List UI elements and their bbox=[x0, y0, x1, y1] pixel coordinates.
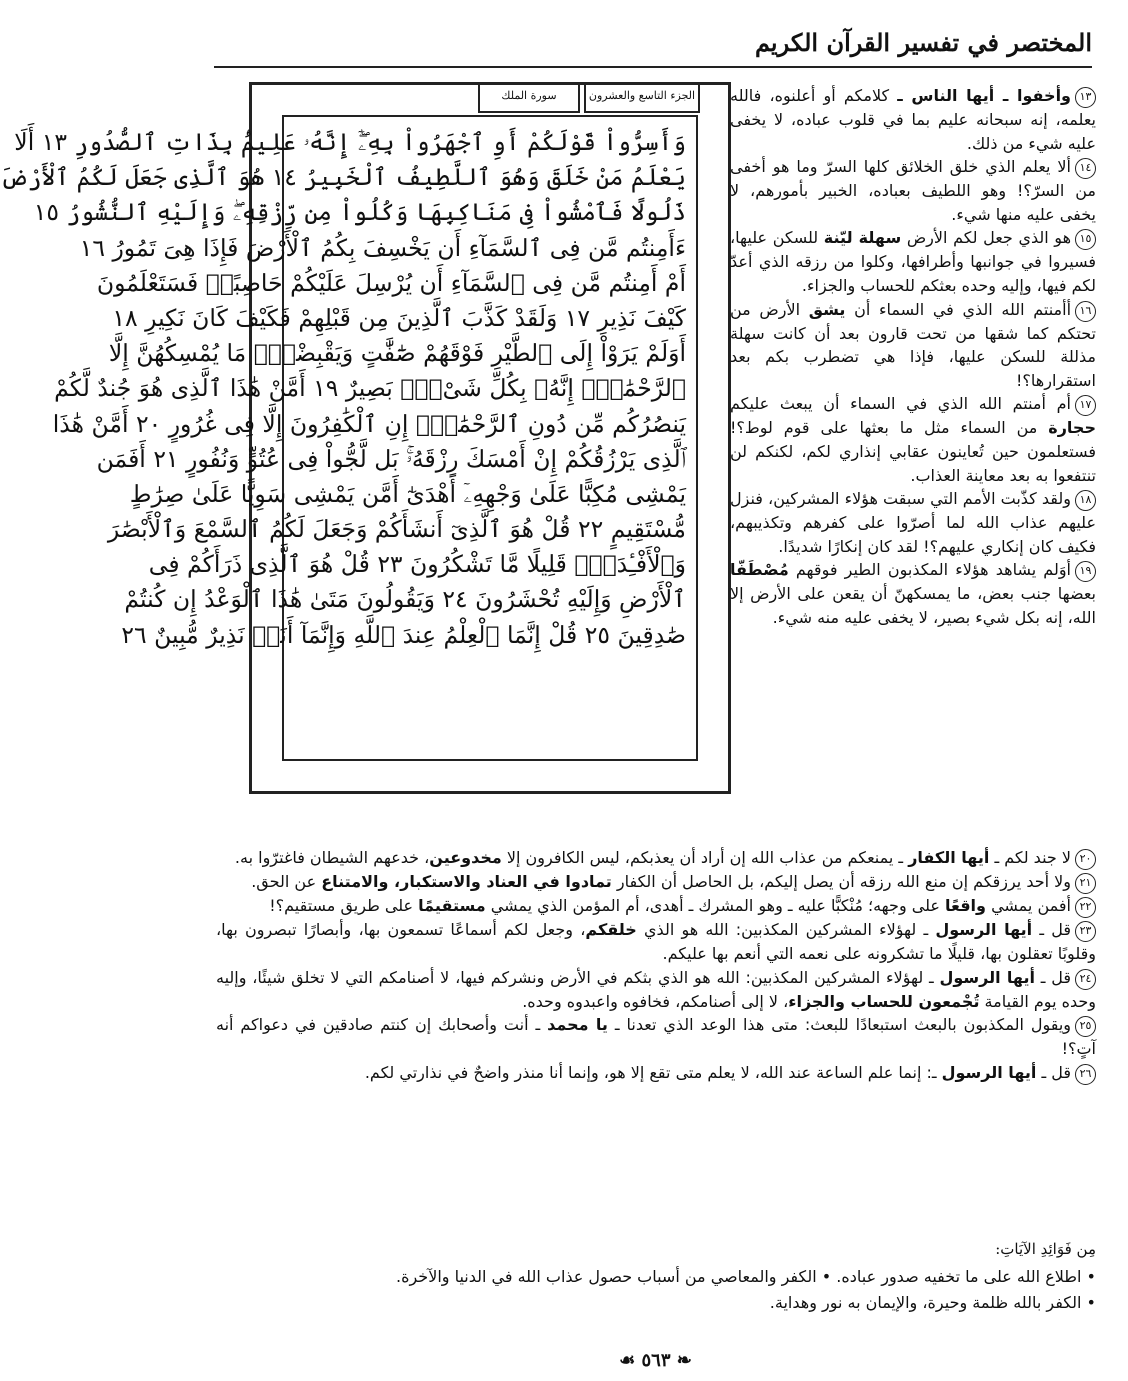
page-number-text: ٥٦٣ bbox=[641, 1350, 671, 1371]
tafsir-paragraph bbox=[216, 918, 1096, 966]
tafsir-text: ألا يعلم الذي خلق الخلائق كلها السرّ وما هو أخفى من السرّ؟! وهو اللطيف بعباده، الخبير بأمورهم، لا يخفى عليه منها شيء. bbox=[730, 157, 1096, 224]
tafsir-paragraph bbox=[730, 487, 1096, 558]
tafsir-text: ولقد كذّبت الأمم التي سبقت هؤلاء المشركين، فنزل عليهم عذاب الله لما أصرّوا على كفرهم وتكذيبهم، فكيف كان إنكاري عليهم؟! لقد كان إنكارًا شديدًا. bbox=[730, 489, 1096, 556]
tafsir-text: خلقكم bbox=[585, 920, 637, 939]
tafsir-text: أفمن يمشي bbox=[985, 896, 1071, 915]
tafsir-text: ـ أنت وأصحابك إن كنتم صادقين في دعواكم أنه آتٍ؟! bbox=[216, 1015, 1096, 1059]
tafsir-text: هو الذي جعل لكم الأرض bbox=[901, 228, 1072, 248]
quran-text-box bbox=[0, 82, 731, 794]
quran-line: أَمْ أَمِنتُم مَّن فِى ٱلسَّمَآءِ أَن يُرْسِلَ عَلَيْكُمْ حَاصِبًاۖ فَسَتَعْلَمُونَ bbox=[96, 268, 686, 297]
tafsir-paragraph bbox=[730, 155, 1096, 226]
tafsir-text: قل ـ bbox=[1032, 920, 1072, 939]
tafsir-text: بعضها جنب بعض، ما يمسكهنّ أن يقعن على الأرض إلا الله، إنه بكل شيء بصير، لا يخفى عليه منه شيء. bbox=[730, 584, 1096, 627]
tafsir-paragraph bbox=[730, 298, 1096, 393]
quran-line: ذَلُولًا فَٱمْشُواْ فِى مَنَاكِبِهَا وَكُلُواْ مِن رِّزْقِهِۦۖ وَإِلَيْهِ ٱلنُّشُورُ ١٥ bbox=[33, 198, 686, 227]
bullet-icon: • bbox=[1081, 1267, 1096, 1286]
tafsir-text: على وجهه؛ مُنْكبًّا عليه ـ وهو المشرك ـ أهدى، أم المؤمن الذي يمشي bbox=[485, 896, 946, 915]
quran-line: ٱلرَّحْمَٰنُۚ إِنَّهُۥ بِكُلِّ شَىْءٍۭ بَصِيرٌ ١٩ أَمَّنْ هَٰذَا ٱلَّذِى هُوَ جُندٌ لَّكُمْ bbox=[54, 374, 686, 403]
verse-number: ٢٢ bbox=[1075, 897, 1096, 918]
tafsir-text: واقعًا bbox=[945, 896, 986, 915]
quran-line: وَٱلْأَفْـِٔدَةَۖ قَلِيلًا مَّا تَشْكُرُونَ ٢٣ قُلْ هُوَ ٱلَّذِى ذَرَأَكُمْ فِى bbox=[148, 550, 686, 579]
verse-number: ٢١ bbox=[1075, 873, 1096, 894]
tafsir-text: أيها الكفار bbox=[908, 848, 990, 867]
tafsir-text: على طريق مستقيم؟! bbox=[269, 896, 419, 915]
tafsir-text: مُصْطَفّا bbox=[730, 560, 789, 580]
tafsir-paragraph bbox=[216, 894, 1096, 918]
tafsir-text: تمادوا في العناد والاستكبار، والامتناع bbox=[321, 872, 612, 891]
tafsir-paragraph bbox=[216, 846, 1096, 870]
verse-number: ٢٣ bbox=[1075, 921, 1096, 942]
benefit-item bbox=[216, 1290, 1096, 1316]
tafsir-text: مخدوعين bbox=[429, 848, 502, 867]
tafsir-text: أيها الرسول bbox=[939, 967, 1035, 987]
tafsir-text: سهلة ليّنة bbox=[823, 228, 902, 248]
page-number: ❧ ٥٦٣ ☙ bbox=[619, 1350, 692, 1371]
verse-number: ١٥ bbox=[1075, 229, 1096, 250]
quran-line: صَٰدِقِينَ ٢٥ قُلْ إِنَّمَا ٱلْعِلْمُ عِندَ ٱللَّهِ وَإِنَّمَآ أَنَا۠ نَذِيرٌ مُّبِينٌ ٢٦ bbox=[121, 620, 686, 649]
tafsir-paragraph bbox=[216, 1061, 1096, 1085]
verse-number: ٢٦ bbox=[1075, 1064, 1096, 1085]
tafsir-text: يا محمد bbox=[547, 1015, 608, 1035]
tafsir-text: أيها الرسول bbox=[935, 920, 1033, 939]
page-header bbox=[214, 28, 1092, 66]
quran-line: يَعْلَمُ مَنْ خَلَقَ وَهُوَ ٱللَّطِيفُ ٱلْخَبِيرُ ١٤ هُوَ ٱلَّذِى جَعَلَ لَكُمُ ٱلْأَرْضَ bbox=[0, 163, 686, 192]
tafsir-paragraph bbox=[730, 226, 1096, 297]
tafsir-text: أأمنتم الله الذي في السماء أن bbox=[845, 299, 1072, 319]
tafsir-text: الأرض من تحتكم كما شقها من تحت قارون بعد أن كانت سهلة مذللة للسكن عليها، فإذا هي تضطرب بكم بعد استقرارها؟! bbox=[730, 299, 1096, 390]
tafsir-paragraph bbox=[730, 558, 1096, 629]
tafsir-text: ، وجعل لكم أسماعًا تسمعون بها، وأبصارًا تبصرون بها، وقلوبًا تعقلون بها، قليلًا ما تشكرونه على نعمه التي أنعم بها عليكم. bbox=[216, 920, 1096, 963]
tafsir-paragraph bbox=[216, 870, 1096, 894]
tafsir-full-width bbox=[216, 846, 1096, 1085]
tafsir-text: ـ لهؤلاء المشركين المكذبين: الله هو الذي bbox=[636, 920, 936, 939]
tafsir-paragraph bbox=[216, 1013, 1096, 1061]
juz-label: الجزء التاسع والعشرون bbox=[584, 83, 700, 113]
quran-line: ءَأَمِنتُم مَّن فِى ٱلسَّمَآءِ أَن يَخْسِفَ بِكُمُ ٱلْأَرْضَ فَإِذَا هِىَ تَمُورُ ١٦ bbox=[79, 233, 686, 262]
verse-number: ٢٤ bbox=[1075, 969, 1096, 990]
tafsir-text: أم أمنتم الله الذي في السماء أن يبعث عليكم bbox=[730, 394, 1071, 414]
tafsir-right-column bbox=[730, 84, 1096, 630]
verse-number: ١٧ bbox=[1075, 395, 1096, 416]
quran-line: ٱلَّذِى يَرْزُقُكُمْ إِنْ أَمْسَكَ رِزْقَهُۥۚ بَل لَّجُّواْ فِى عُتُوٍّ وَنُفُورٍ ٢١ أَفَمَن bbox=[96, 444, 686, 473]
tafsir-text: من السماء مثل ما بعثها على قوم لوط؟! فستعلمون حين تُعاينون عقابي إنذاري لكم، لكنكم لن تنتفعوا به بعد معاينة العذاب. bbox=[730, 418, 1096, 485]
tafsir-text: عن الحق. bbox=[251, 872, 322, 891]
tafsir-text: تُجْمعون للحساب والجزاء bbox=[788, 991, 980, 1011]
tafsir-text: قل ـ bbox=[1034, 967, 1072, 987]
quran-line: كَيْفَ نَذِيرِ ١٧ وَلَقَدْ كَذَّبَ ٱلَّذِينَ مِن قَبْلِهِمْ فَكَيْفَ كَانَ نَكِيرِ ١٨ bbox=[112, 303, 686, 332]
tafsir-text: قل ـ bbox=[1036, 1062, 1071, 1082]
quran-line: مُّسْتَقِيمٍ ٢٢ قُلْ هُوَ ٱلَّذِىٓ أَنشَأَكُمْ وَجَعَلَ لَكُمُ ٱلسَّمْعَ وَٱلْأَبْصَٰرَ bbox=[107, 515, 686, 544]
benefit-item bbox=[216, 1264, 1096, 1290]
verse-number: ١٤ bbox=[1075, 158, 1096, 179]
tafsir-paragraph bbox=[730, 392, 1096, 487]
tafsir-text: مستقيمًا bbox=[418, 896, 486, 915]
quran-verses bbox=[0, 115, 698, 761]
quran-line: وَأَسِرُّواْ قَوْلَكُمْ أَوِ ٱجْهَرُواْ بِهِۦٓۖ إِنَّهُۥ عَلِيمُۢ بِذَاتِ ٱلصُّدُورِ ١٣ أَلَا bbox=[14, 128, 686, 156]
bullet-icon: • bbox=[1081, 1293, 1096, 1312]
verse-number: ١٨ bbox=[1075, 490, 1096, 511]
tafsir-text: وأخفوا ـ أيها الناس ـ bbox=[897, 86, 1071, 105]
tafsir-text: ، خدعهم الشيطان فاغترّوا به. bbox=[234, 848, 430, 867]
verse-number: ١٣ bbox=[1075, 87, 1096, 108]
tafsir-text: ـ: إنما علم الساعة عند الله، لا يعلم متى تقع إلا هو، وإنما أنا منذر واضحٌ في نذارتي لكم. bbox=[364, 1062, 942, 1082]
quran-line: ٱلْأَرْضِ وَإِلَيْهِ تُحْشَرُونَ ٢٤ وَيَقُولُونَ مَتَىٰ هَٰذَا ٱلْوَعْدُ إِن كُنتُمْ bbox=[124, 585, 686, 614]
tafsir-text: يشق bbox=[808, 299, 846, 319]
tafsir-text: حجارة bbox=[1048, 418, 1096, 438]
verse-number: ٢٥ bbox=[1075, 1016, 1096, 1037]
tafsir-text: ـ لهؤلاء المشركين المكذبين: الله هو الذي بثكم في الأرض ونشركم فيها، لا أصنامكم التي لا تخلق شيئًا، وإليه وحده يوم القيامة bbox=[216, 967, 1096, 1011]
quran-line: أَوَلَمْ يَرَوْاْ إِلَى ٱلطَّيْرِ فَوْقَهُمْ صَٰٓفَّٰتٍ وَيَقْبِضْنَۚ مَا يُمْسِكُهُنَّ إِلَّا bbox=[108, 339, 686, 368]
tafsir-text: كلامكم أو أعلنوه، فالله يعلمه، إنه سبحانه عليم بما في قلوب عباده، لا يخفى عليه شيء من ذلك. bbox=[730, 86, 1096, 153]
book-title: المختصر في تفسير القرآن الكريم bbox=[754, 28, 1092, 57]
tafsir-text: ويقول المكذبون بالبعث استبعادًا للبعث: متى هذا الوعد الذي تعدنا ـ bbox=[607, 1015, 1071, 1035]
surah-label: سورة الملك bbox=[478, 83, 580, 113]
quran-line: يَنصُرُكُم مِّن دُونِ ٱلرَّحْمَٰنِۚ إِنِ ٱلْكَٰفِرُونَ إِلَّا فِى غُرُورٍ ٢٠ أَمَّنْ هَٰذَا bbox=[52, 409, 686, 438]
verse-number: ١٦ bbox=[1075, 301, 1096, 322]
benefits-heading: مِن فَوَائِدِ الآيَاتِ: bbox=[995, 1240, 1096, 1258]
tafsir-text: لا جند لكم ـ bbox=[989, 848, 1071, 867]
tafsir-text: ولا أحد يرزقكم إن منع الله رزقه أن يصل إليكم، بل الحاصل أن الكفار bbox=[611, 872, 1071, 891]
tafsir-text: للسكن عليها، فسيروا في جوانبها وأطرافها، وكلوا من رزقه الذي أعدّ لكم فيها، وإليه وحده بعثكم للحساب والجزاء. bbox=[730, 228, 1096, 295]
tafsir-paragraph bbox=[216, 966, 1096, 1014]
verse-number: ٢٠ bbox=[1075, 849, 1096, 870]
benefit-text: الكفر بالله ظلمة وحيرة، والإيمان به نور وهداية. bbox=[769, 1293, 1082, 1312]
tafsir-text: ، لا إلى أصنامكم، فخافوه واعبدوه وحده. bbox=[522, 991, 789, 1011]
tafsir-text: أوَلم يشاهد هؤلاء المكذبون الطير فوقهم bbox=[788, 560, 1071, 580]
tafsir-text: ـ يمنعكم من عذاب الله إن أراد أن يعذبكم، ليس الكافرون إلا bbox=[501, 848, 909, 867]
verse-number: ١٩ bbox=[1075, 561, 1096, 582]
tafsir-text: أيها الرسول bbox=[941, 1062, 1037, 1082]
benefit-text: اطلاع الله على ما تخفيه صدور عباده. • الكفر والمعاصي من أسباب حصول عذاب الله في الدنيا والآخرة. bbox=[396, 1267, 1082, 1286]
tafsir-paragraph bbox=[730, 84, 1096, 155]
quran-line: يَمْشِى مُكِبًّا عَلَىٰ وَجْهِهِۦٓ أَهْدَىٰٓ أَمَّن يَمْشِى سَوِيًّا عَلَىٰ صِرَٰطٍ bbox=[129, 479, 686, 508]
header-rule bbox=[214, 66, 1092, 68]
verse-benefits bbox=[216, 1240, 1096, 1316]
